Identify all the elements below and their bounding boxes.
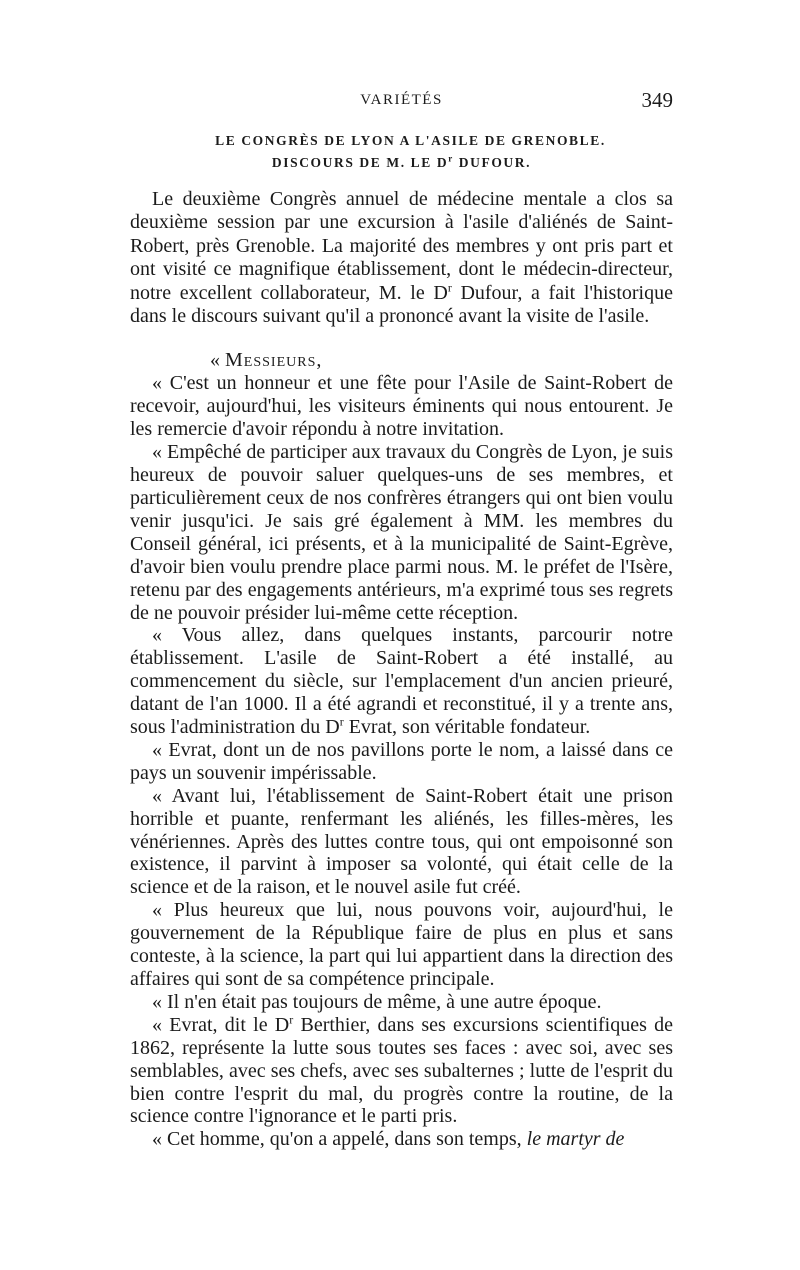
page-number: 349 <box>641 88 673 112</box>
running-head <box>130 88 673 120</box>
intro-paragraph <box>130 188 673 328</box>
intro-text-part: Dufour, a fait l'historique dans le discours suivant qu'il a prononcé avant la visite de l'asile. <box>130 281 673 328</box>
title-text-part: DISCOURS DE M. LE D <box>271 155 449 170</box>
speech-paragraph-6: « Plus heureux que lui, nous pouvons voir, aujourd'hui, le gouvernement de la République faire de plus en plus et sans conteste, à la science, la part qui lui appartient dans la direction des affaires qui sont de sa compétence principale. <box>130 899 673 990</box>
paragraph-superscript: r <box>289 1012 294 1027</box>
speech-paragraph-5: « Avant lui, l'établissement de Saint-Robert était une prison horrible et puante, renfermant les aliénés, les filles-mères, les vénériennes. Après des luttes contre tous, qui ont empoisonné son existence, il parvint à imposer sa volonté, qui était celle de la science et de la raison, et le nouvel asile fut créé. <box>130 784 673 899</box>
speech-paragraph-1: « C'est un honneur et une fête pour l'Asile de Saint-Robert de recevoir, aujourd'hui, les visiteurs éminents qui nous entourent. Je les remercie d'avoir répondu à notre invitation. <box>130 372 673 441</box>
speech-paragraph-2: « Empêché de participer aux travaux du Congrès de Lyon, je suis heureux de pouvoir saluer quelques-uns de ses membres, et particulièrement ceux de nos confrères étrangers qui ont bien voulu venir jusqu'ici. Je sais gré également à MM. les membres du Conseil général, ici présents, et à la municipalité de Saint-Egrève, d'avoir bien voulu prendre place parmi nous. M. le préfet de l'Isère, retenu par des engagements antérieurs, m'a exprimé tous ses regrets de ne pouvoir présider lui-même cette réception. <box>130 441 673 624</box>
paragraph-text-part: « Vous allez, dans quelques instants, parcourir notre établissement. L'asile de Saint-Robert a été installé, au commencement du siècle, sur l'emplacement d'un ancien prieuré, datant de l'an 1000. Il a été agrandi et reconstitué, il y a trente ans, sous l'administration du D <box>130 624 673 739</box>
paragraph-superscript: r <box>339 714 344 729</box>
salutation-text: Messieurs, <box>225 349 323 372</box>
salutation <box>130 348 673 372</box>
speech-paragraph-9 <box>130 1128 673 1151</box>
speech-paragraph-7: « Il n'en était pas toujours de même, à une autre époque. <box>152 990 602 1013</box>
paragraph-text-part: Evrat, son véritable fondateur. <box>343 716 591 739</box>
intro-superscript: r <box>447 279 452 294</box>
speech-body <box>130 372 673 1151</box>
paragraph-text-part: « Evrat, dit le D <box>152 1013 290 1036</box>
paragraph-text-part: « Cet homme, qu'on a appelé, dans son temps, <box>152 1128 527 1151</box>
speech-paragraph-3 <box>130 624 673 739</box>
title-text-part: DUFOUR. <box>453 155 532 170</box>
title-superscript: r <box>448 153 454 164</box>
speech-paragraph-4: « Evrat, dont un de nos pavillons porte le nom, a laissé dans ce pays un souvenir impérissable. <box>130 738 673 784</box>
intro-text-part: Le deuxième Congrès annuel de médecine mentale a clos sa deuxième session par une excursion à l'asile d'aliénés de Saint-Robert, près Grenoble. La majorité des membres y ont pris part et ont visité ce magnifique établissement, dont le médecin-directeur, notre excellent collaborateur, M. le D <box>130 188 673 304</box>
paragraph-italic-text: le martyr de <box>526 1128 625 1151</box>
salutation-quote: « <box>210 349 225 372</box>
speech-paragraph-8 <box>130 1014 673 1129</box>
article-title-line-1: LE CONGRÈS DE LYON A L'ASILE DE GRENOBLE. <box>215 133 606 148</box>
running-title: VARIÉTÉS <box>360 92 443 108</box>
article-title <box>130 130 673 174</box>
paragraph-text-part: Berthier, dans ses excursions scientifiques de 1862, représente la lutte sous toutes ses faces : avec soi, avec ses semblables, avec ses chefs, avec ses subalternes ; lutte de l'esprit du bien contre l'esprit du mal, du progrès contre la routine, de la science contre l'ignorance et le parti pris. <box>130 1013 673 1128</box>
article-title-line-2 <box>130 152 673 174</box>
